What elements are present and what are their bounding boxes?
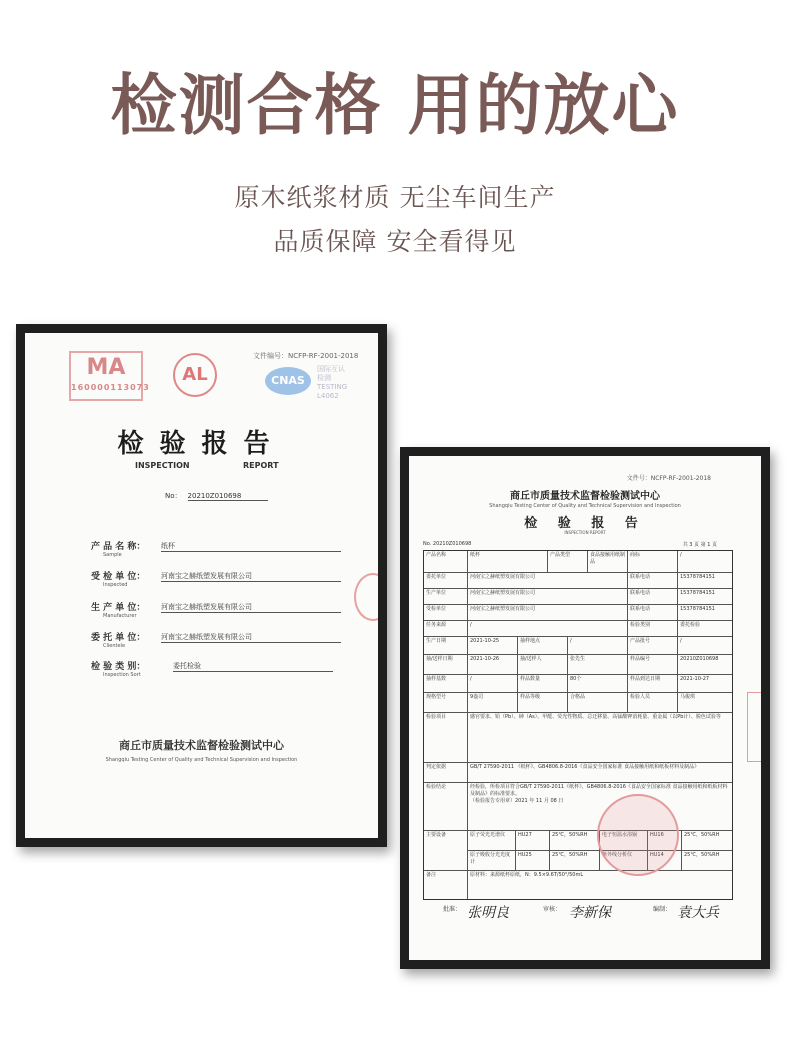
table-cell: 样品到达日期 [628,675,678,693]
table-cell: 河南宝之赫纸塑发展有限公司 [468,589,628,605]
al-seal-icon: AL [173,353,217,397]
remark-text: 原材料：来源纸杯原纸，N：9.5×9.6T/50°/50mL [470,872,584,878]
field-label-sample [91,539,145,558]
label-en: Inspection Sort [103,672,141,678]
audited-label: 审核： [543,906,562,913]
report-title: 检 验 报 告 [524,516,646,531]
approver-signature: 张明良 [467,905,509,921]
cnas-text [317,365,347,401]
table-cell: / [468,621,628,637]
table-cell: 2021-10-26 [468,655,518,675]
table-cell: 产品名称 [424,551,468,573]
report-table [423,550,733,900]
table-cell: 联系电话 [628,573,678,589]
prepared-label: 编制： [653,906,672,913]
table-cell: 25℃，50%RH [550,831,600,851]
table-cell: 抽样基数 [424,675,468,693]
left-certificate-frame [16,324,387,847]
label: 生 产 单 位： [91,603,146,613]
subtitle-line-2: 品质保障 安全看得见 [273,227,517,256]
cma-number: 160000113073 [71,383,150,392]
conclusion-date: （检验报告专用章）2021 年 11 月 08 日 [470,798,564,804]
field-label-sort [91,659,145,678]
label-en: Sample [103,552,122,558]
field-value-clientele: 河南宝之赫纸塑发展有限公司 [161,632,341,643]
table-cell: 检验人员 [628,693,678,713]
table-cell: 受检单位 [424,605,468,621]
report-title-en-left: INSPECTION [135,461,190,470]
field-value-manufacturer: 河南宝之赫纸塑发展有限公司 [161,602,341,613]
cnas-line: 国际互认 [317,365,345,373]
table-cell: HU16 [648,831,682,851]
cma-mark: MA [86,355,126,380]
issuer-name-en: Shangqiu Testing Center of Quality and Technical Supervision and Inspection [489,503,681,509]
label-en: Manufacturer [103,613,137,619]
table-cell: 原子吸收分光光度计 [468,851,516,871]
table-cell: 联系电话 [628,605,678,621]
table-cell: 委托检验 [678,621,732,637]
seam-stamp-icon [747,692,761,762]
auditor-signature: 李新保 [569,905,611,921]
label-en: Clientele [103,643,126,649]
table-cell: 15378784151 [678,573,732,589]
headline: 检测合格 用的放心 [110,67,680,144]
conclusion-body: 经检验，所检项目符合GB/T 27590-2011《纸杯》、GB4806.8-2016《食品安全国家标准 食品接触用纸和纸板材料及制品》的标准要求。 [470,784,728,797]
table-cell: 20210Z010698 [678,655,732,675]
table-cell: 样品编号 [628,655,678,675]
approved-label: 批准： [443,906,462,913]
cnas-line: 检测 [317,374,331,382]
cnas-stamp [253,351,378,411]
table-cell: 2021-10-27 [678,675,732,693]
table-cell: / [678,637,732,655]
table-cell: 80个 [568,675,628,693]
table-cell: 河南宝之赫纸塑发展有限公司 [468,605,628,621]
field-value-inspected: 河南宝之赫纸塑发展有限公司 [161,571,341,582]
table-cell: 产品类型 [548,551,588,573]
label: 受 检 单 位： [91,572,146,582]
report-title-en: INSPECTION REPORT [564,530,606,535]
table-cell: 河南宝之赫纸塑发展有限公司 [468,573,628,589]
table-cell: 马俊琪 [678,693,732,713]
cnas-logo-icon: CNAS [265,367,311,395]
label: 委 托 单 位： [91,633,146,643]
criteria-text: GB/T 27590-2011 《纸杯》、GB4806.8-2016《食品安全国家标准 食品接触用纸和纸板材料及制品》 [468,763,732,783]
inspection-seal-icon [597,794,679,876]
left-certificate-paper [25,333,378,838]
cnas-line: TESTING [317,383,348,391]
field-label-manufacturer [91,600,145,619]
table-cell: 备注 [424,871,468,899]
right-certificate-frame [400,447,770,969]
report-title: 检验报告 [117,429,286,459]
inspection-items: 感官要求、铅（Pb）、砷（As）、甲醛、荧光性物质、总迁移量、高锰酸钾消耗量、重金属（以Pb计）、脱色试验等 [468,713,732,763]
label-en: Inspected [103,582,128,588]
table-cell: 抽/送样日期 [424,655,468,675]
report-number [165,491,268,501]
table-cell: 纸杯 [468,551,548,573]
table-cell: 合格品 [568,693,628,713]
table-cell: 15378784151 [678,589,732,605]
table-cell: 15378784151 [678,605,732,621]
table-cell: / [468,675,518,693]
table-cell: 样品等级 [518,693,568,713]
label: 产 品 名 称： [91,542,146,552]
table-cell: 25℃，50%RH [682,831,732,851]
table-cell: 电子恒温水浴锅 [600,831,648,851]
label: 检 验 类 别： [91,662,146,672]
table-cell: 商标 [628,551,678,573]
report-number: No. 20210Z010698 [423,541,472,547]
table-cell: 生产单位 [424,589,468,605]
table-cell: 任务来源 [424,621,468,637]
table-cell: 规格型号 [424,693,468,713]
report-number-value: 20210Z010698 [188,492,268,501]
right-certificate-paper [409,456,761,960]
page-indicator: 共 3 页 第 1 页 [682,542,717,548]
doc-number: 文件号：NCFP-RF-2001-2018 [626,475,711,482]
field-value-sample: 纸杯 [161,541,341,552]
report-number-label: No： [165,492,182,500]
table-cell: 检验类别 [628,621,678,637]
table-cell: 抽样地点 [518,637,568,655]
field-value-sort: 委托检验 [173,661,333,672]
table-cell: 样品数量 [518,675,568,693]
cma-seal-icon [69,351,150,401]
table-cell: 紫外线分析仪 [600,851,648,871]
table-cell: 判定依据 [424,763,468,783]
doc-number: 文件编号：NCFP-RF-2001-2018 [253,352,359,360]
table-cell: / [678,551,732,573]
table-cell: HU14 [648,851,682,871]
table-cell: 25℃，50%RH [682,851,732,871]
table-cell: 9盎司 [468,693,518,713]
issuer-name: 商丘市质量技术监督检验测试中心 [119,739,284,752]
issuer-name: 商丘市质量技术监督检验测试中心 [510,491,660,502]
table-cell: HU25 [516,851,550,871]
table-cell: 生产日期 [424,637,468,655]
cnas-line: L4062 [317,392,339,400]
table-cell: 抽/送样人 [518,655,568,675]
preparer-signature: 袁大兵 [677,905,719,921]
table-cell: HU27 [516,831,550,851]
table-cell: / [568,637,628,655]
table-cell: 25℃，50%RH [550,851,600,871]
table-cell: 委托单位 [424,573,468,589]
table-cell: 检验项目 [424,713,468,763]
table-cell: 原子荧光光谱仪 [468,831,516,851]
table-cell: 产品批号 [628,637,678,655]
subtitle-line-1: 原木纸浆材质 无尘车间生产 [234,183,556,212]
table-cell: 张先生 [568,655,628,675]
field-label-inspected [91,569,145,588]
field-label-clientele [91,630,145,649]
table-cell: 检验结论 [424,783,468,831]
table-cell: 联系电话 [628,589,678,605]
seam-stamp-icon [354,573,378,621]
table-cell: 2021-10-25 [468,637,518,655]
report-title-en-right: REPORT [243,461,279,470]
table-cell: 主要设备 [424,831,468,871]
table-cell: 食品接触用纸制品 [588,551,628,573]
issuer-name-en: Shangqiu Testing Center of Quality and Technical Supervision and Inspection [105,757,298,763]
